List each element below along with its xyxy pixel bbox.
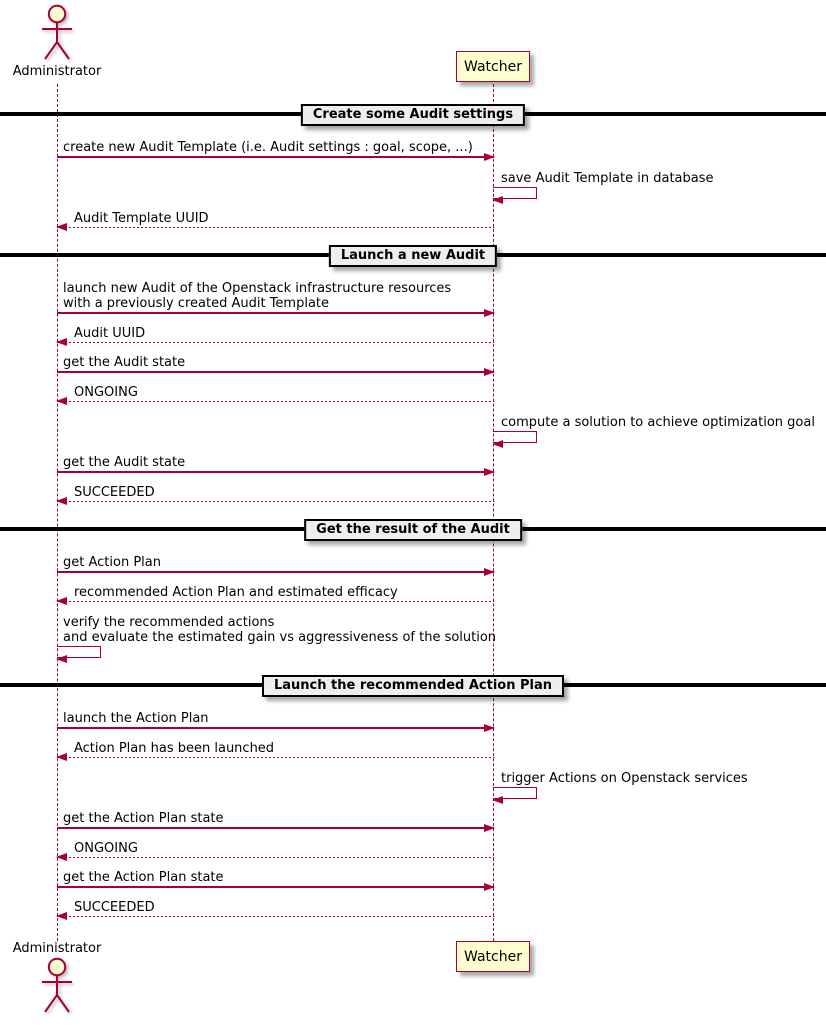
message-line xyxy=(57,916,494,918)
message-text xyxy=(57,385,494,400)
message-text xyxy=(57,841,494,856)
message-text xyxy=(57,281,494,311)
message xyxy=(57,485,494,503)
section-title: Launch a new Audit xyxy=(329,245,497,267)
message-text xyxy=(57,741,494,756)
message-text-line: get the Audit state xyxy=(63,355,186,370)
message-text xyxy=(57,555,494,570)
message-line xyxy=(57,227,494,229)
message xyxy=(57,326,494,344)
message-text-line: Action Plan has been launched xyxy=(74,740,275,756)
section-title: Launch the recommended Action Plan xyxy=(262,675,564,697)
message-text xyxy=(57,900,494,915)
message-line xyxy=(57,501,494,503)
message xyxy=(57,741,494,759)
arrowhead-right-icon xyxy=(484,309,495,317)
message-text xyxy=(57,140,494,155)
arrowhead-left-icon xyxy=(56,853,67,861)
message-flow xyxy=(0,84,826,917)
message-text-line: Audit UUID xyxy=(74,325,146,341)
message xyxy=(57,900,494,918)
arrowhead-left-icon xyxy=(56,223,67,231)
message-text xyxy=(57,585,494,600)
arrowhead-left-icon xyxy=(56,338,67,346)
actor-icon xyxy=(34,4,80,64)
arrowhead-left-icon xyxy=(56,912,67,920)
self-message xyxy=(493,171,826,199)
arrowhead-right-icon xyxy=(484,368,495,376)
arrowhead-right-icon xyxy=(484,153,495,161)
message-line xyxy=(57,857,494,859)
message-text-line: and evaluate the estimated gain vs aggressiveness of the solution xyxy=(63,630,497,645)
message xyxy=(57,211,494,229)
message-text xyxy=(493,771,826,786)
message-line xyxy=(57,727,494,729)
self-message xyxy=(57,615,497,658)
self-message xyxy=(493,771,826,799)
message-text-line: create new Audit Template (i.e. Audit settings : goal, scope, ...) xyxy=(63,140,473,155)
message-line xyxy=(57,757,494,759)
self-message xyxy=(493,415,826,443)
message xyxy=(57,711,494,729)
message-line xyxy=(57,827,494,829)
section-title: Get the result of the Audit xyxy=(304,519,522,541)
message-text-line: SUCCEEDED xyxy=(74,484,155,500)
message-text xyxy=(57,870,494,885)
message-text-line: get the Action Plan state xyxy=(63,870,224,885)
message-text-line: ONGOING xyxy=(74,384,138,400)
message xyxy=(57,355,494,373)
message-text-line: verify the recommended actions xyxy=(63,615,275,630)
message-text xyxy=(57,485,494,500)
arrowhead-left-icon xyxy=(492,440,503,448)
participant-watcher-bottom: Watcher xyxy=(456,941,530,972)
message xyxy=(57,841,494,859)
arrowhead-right-icon xyxy=(484,468,495,476)
message-text-line: recommended Action Plan and estimated efficacy xyxy=(74,584,398,600)
actor-administrator-bottom xyxy=(2,941,112,1017)
message-text xyxy=(57,615,497,645)
message xyxy=(57,555,494,573)
message-text-line: ONGOING xyxy=(74,840,138,856)
arrowhead-left-icon xyxy=(56,655,67,663)
message xyxy=(57,281,494,314)
arrowhead-right-icon xyxy=(484,883,495,891)
message xyxy=(57,870,494,888)
message xyxy=(57,455,494,473)
message-text xyxy=(57,211,494,226)
self-message-loop xyxy=(493,187,537,199)
self-message-loop xyxy=(493,787,537,799)
message xyxy=(57,385,494,403)
message-text xyxy=(57,455,494,470)
message-text xyxy=(57,711,494,726)
message xyxy=(57,585,494,603)
message-text xyxy=(57,355,494,370)
section-divider xyxy=(0,675,826,699)
message-text-line: Audit Template UUID xyxy=(74,210,209,226)
arrowhead-left-icon xyxy=(56,397,67,405)
message-line xyxy=(57,401,494,403)
section-divider xyxy=(0,104,826,128)
message-text xyxy=(493,415,826,430)
message-line xyxy=(57,571,494,573)
message-line xyxy=(57,342,494,344)
message-text-line: launch the Action Plan xyxy=(63,711,209,726)
arrowhead-left-icon xyxy=(492,196,503,204)
arrowhead-left-icon xyxy=(56,497,67,505)
arrowhead-right-icon xyxy=(484,568,495,576)
actor-label-administrator: Administrator xyxy=(12,941,102,956)
message xyxy=(57,811,494,829)
actor-administrator-top xyxy=(2,4,112,80)
message-text-line: trigger Actions on Openstack services xyxy=(501,771,748,786)
message-text-line: compute a solution to achieve optimization goal xyxy=(501,415,815,430)
message-text-line: get the Audit state xyxy=(63,455,186,470)
arrowhead-left-icon xyxy=(56,753,67,761)
message-line xyxy=(57,371,494,373)
message xyxy=(57,140,494,158)
message-line xyxy=(57,471,494,473)
actor-icon xyxy=(34,957,80,1017)
arrowhead-right-icon xyxy=(484,724,495,732)
message-text-line: with a previously created Audit Template xyxy=(63,296,330,311)
message-text xyxy=(493,171,826,186)
message-text-line: SUCCEEDED xyxy=(74,899,155,915)
self-message-loop xyxy=(493,431,537,443)
message-line xyxy=(57,312,494,314)
arrowhead-left-icon xyxy=(56,597,67,605)
message-text-line: launch new Audit of the Openstack infrastructure resources xyxy=(63,281,452,296)
message-text-line: get Action Plan xyxy=(63,555,161,570)
arrowhead-right-icon xyxy=(484,824,495,832)
message-text xyxy=(57,326,494,341)
message-text-line: get the Action Plan state xyxy=(63,811,224,826)
message-line xyxy=(57,156,494,158)
section-title: Create some Audit settings xyxy=(301,104,525,126)
section-divider xyxy=(0,519,826,543)
message-text-line: save Audit Template in database xyxy=(501,170,714,186)
message-line xyxy=(57,601,494,603)
message-text xyxy=(57,811,494,826)
self-message-loop xyxy=(57,646,101,658)
arrowhead-left-icon xyxy=(492,796,503,804)
section-divider xyxy=(0,245,826,269)
participant-watcher-top: Watcher xyxy=(456,51,530,82)
actor-label-administrator: Administrator xyxy=(12,64,102,79)
message-line xyxy=(57,886,494,888)
